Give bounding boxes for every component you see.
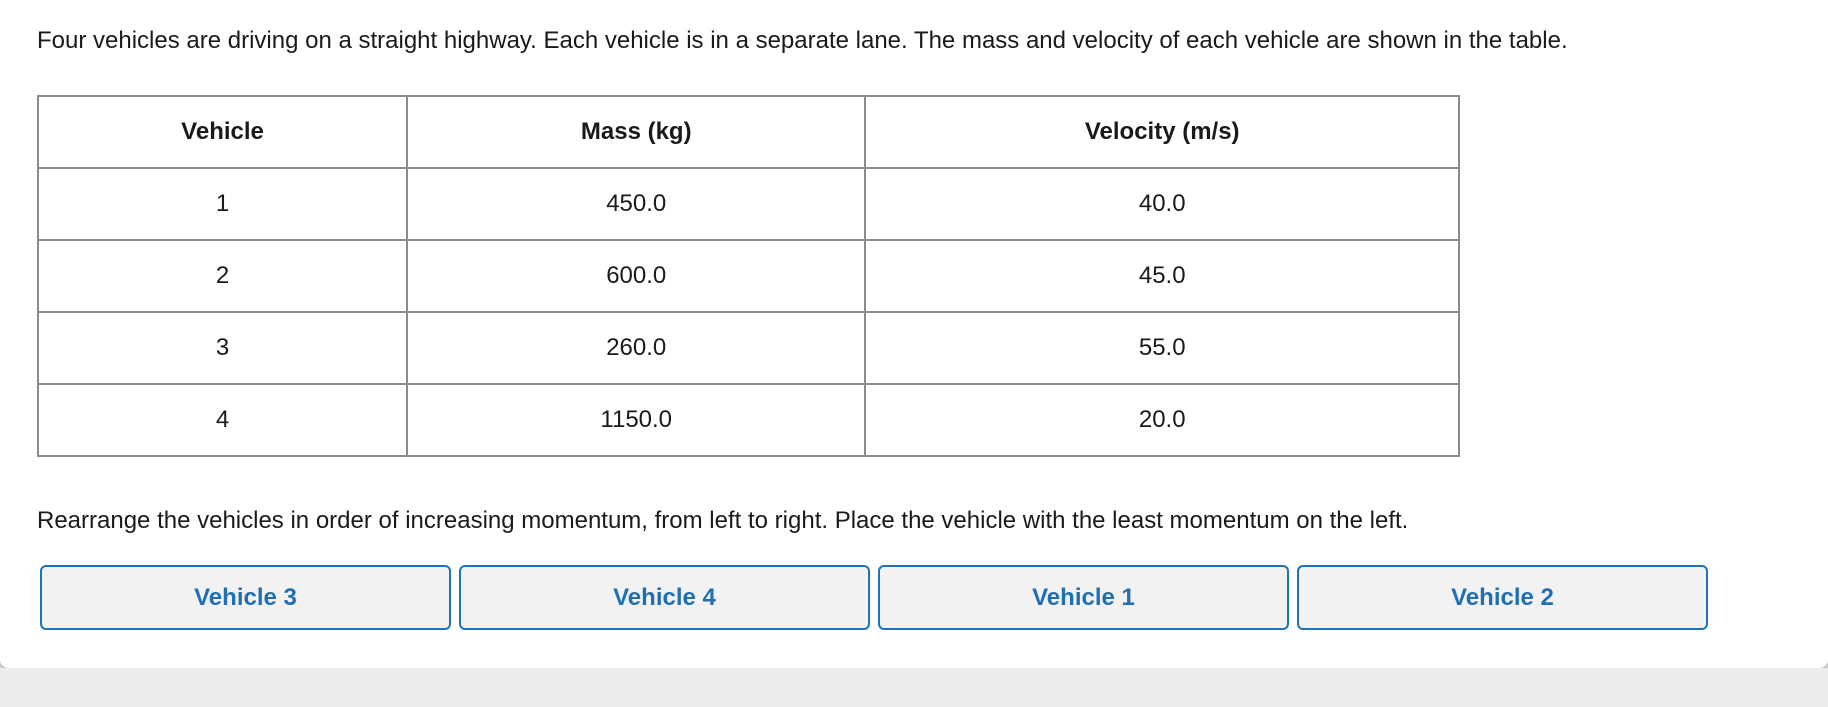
vehicle-data-table	[37, 95, 1460, 457]
velocity-cell: 55.0	[865, 312, 1459, 384]
mass-cell: 260.0	[407, 312, 865, 384]
vehicle-cell: 3	[38, 312, 407, 384]
table-header-row	[38, 96, 1459, 168]
table-row	[38, 240, 1459, 312]
vehicle-cell: 1	[38, 168, 407, 240]
mass-cell: 600.0	[407, 240, 865, 312]
mass-cell: 450.0	[407, 168, 865, 240]
column-header-velocity: Velocity (m/s)	[865, 96, 1459, 168]
ordering-instruction: Rearrange the vehicles in order of increasing momentum, from left to right. Place the vehicle with the least momentum on the left.	[37, 507, 1409, 534]
velocity-cell: 20.0	[865, 384, 1459, 456]
table-row	[38, 384, 1459, 456]
vehicle-cell: 2	[38, 240, 407, 312]
sortable-tile-vehicle-4[interactable]: Vehicle 4	[459, 565, 870, 630]
question-prompt: Four vehicles are driving on a straight highway. Each vehicle is in a separate lane. The mass and velocity of each vehicle are shown in the table.	[37, 27, 1568, 54]
sortable-answer-list	[40, 565, 1708, 630]
table-row	[38, 168, 1459, 240]
column-header-mass: Mass (kg)	[407, 96, 865, 168]
sortable-tile-vehicle-3[interactable]: Vehicle 3	[40, 565, 451, 630]
velocity-cell: 40.0	[865, 168, 1459, 240]
sortable-tile-vehicle-1[interactable]: Vehicle 1	[878, 565, 1289, 630]
mass-cell: 1150.0	[407, 384, 865, 456]
table-row	[38, 312, 1459, 384]
sortable-tile-vehicle-2[interactable]: Vehicle 2	[1297, 565, 1708, 630]
column-header-vehicle: Vehicle	[38, 96, 407, 168]
vehicle-cell: 4	[38, 384, 407, 456]
velocity-cell: 45.0	[865, 240, 1459, 312]
page-background-strip	[0, 668, 1828, 707]
